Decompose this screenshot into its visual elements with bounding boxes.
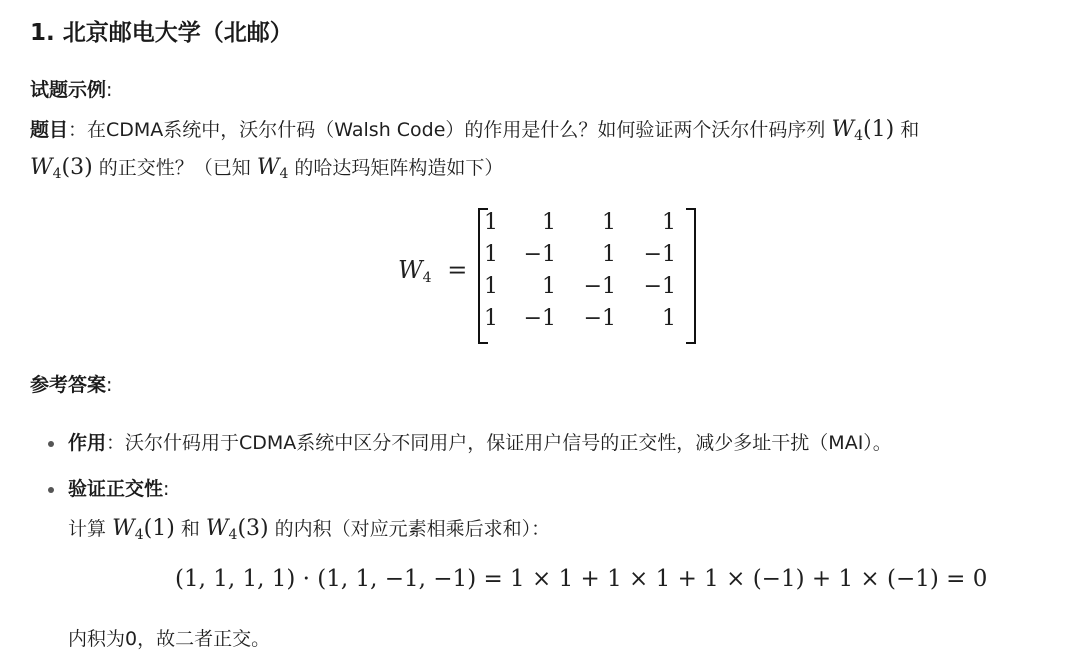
- matrix-cell: 1: [542, 210, 556, 235]
- question-text-1: ：在CDMA系统中，沃尔什码（Walsh Code）的作用是什么？如何验证两个沃尔什码序列: [68, 119, 826, 141]
- question-line-1: [30, 115, 919, 151]
- math-w4-1: $W_4(1)$: [831, 117, 895, 144]
- math-calc-w4-3: $W_4(3)$: [205, 516, 269, 543]
- matrix-cell: 1: [484, 274, 498, 299]
- example-colon: :: [106, 79, 113, 101]
- answer-colon: :: [106, 374, 113, 396]
- matrix-cell: −1: [643, 242, 676, 267]
- matrix-lhs: $W_4$ =: [398, 256, 468, 286]
- matrix-cell: 1: [602, 210, 616, 235]
- calc-line: [68, 514, 550, 550]
- math-calc-w4-1: $W_4(1)$: [112, 516, 175, 543]
- matrix-cell: 1: [484, 210, 498, 235]
- matrix-cell: 1: [662, 306, 676, 331]
- question-text-2: 的正交性？（已知: [98, 157, 251, 179]
- bullet-item-verify: [68, 474, 169, 504]
- bullet-text-verify: :: [163, 478, 170, 500]
- calc-suffix: 的内积（对应元素相乘后求和）：: [274, 518, 551, 540]
- math-w4-3: $W_4(3)$: [30, 155, 93, 182]
- question-line-2: [30, 153, 503, 189]
- question-text-3: 的哈达玛矩阵构造如下）: [294, 157, 504, 179]
- matrix-cell: 1: [484, 242, 498, 267]
- question-label: 题目: [30, 119, 69, 141]
- conclusion-line: 内积为0，故二者正交。: [68, 628, 271, 650]
- bullet-dot-1: [48, 441, 54, 447]
- matrix-right-bracket: [686, 208, 696, 344]
- example-label-line: [30, 75, 112, 105]
- answer-label-line: [30, 370, 112, 400]
- matrix-cell: −1: [523, 306, 556, 331]
- matrix-cell: 1: [662, 210, 676, 235]
- matrix-cell: 1: [602, 242, 616, 267]
- bullet-label-role: 作用: [68, 432, 107, 454]
- matrix-cell: 1: [542, 274, 556, 299]
- matrix-cell: −1: [643, 274, 676, 299]
- calc-prefix: 计算: [68, 518, 107, 540]
- calc-middle: 和: [180, 518, 200, 540]
- bullet-dot-2: [48, 487, 54, 493]
- matrix-cell: −1: [583, 306, 616, 331]
- bullet-item-role: [68, 428, 892, 458]
- answer-label: 参考答案: [30, 374, 107, 396]
- bullet-label-verify: 验证正交性: [68, 478, 164, 500]
- example-label: 试题示例: [30, 79, 107, 101]
- question-and: 和: [900, 119, 920, 141]
- matrix-cell: −1: [523, 242, 556, 267]
- bullet-text-role: ：沃尔什码用于CDMA系统中区分不同用户，保证用户信号的正交性，减少多址干扰（MAI）。: [106, 432, 892, 454]
- matrix-cell: 1: [484, 306, 498, 331]
- inner-product-equation: (1, 1, 1, 1) · (1, 1, −1, −1) = 1 × 1 + 1 × 1 + 1 × (−1) + 1 × (−1) = 0: [175, 566, 988, 592]
- matrix-cell: −1: [583, 274, 616, 299]
- math-w4: $W_4$: [256, 155, 289, 182]
- section-heading: 1. 北京邮电大学（北邮）: [30, 20, 293, 46]
